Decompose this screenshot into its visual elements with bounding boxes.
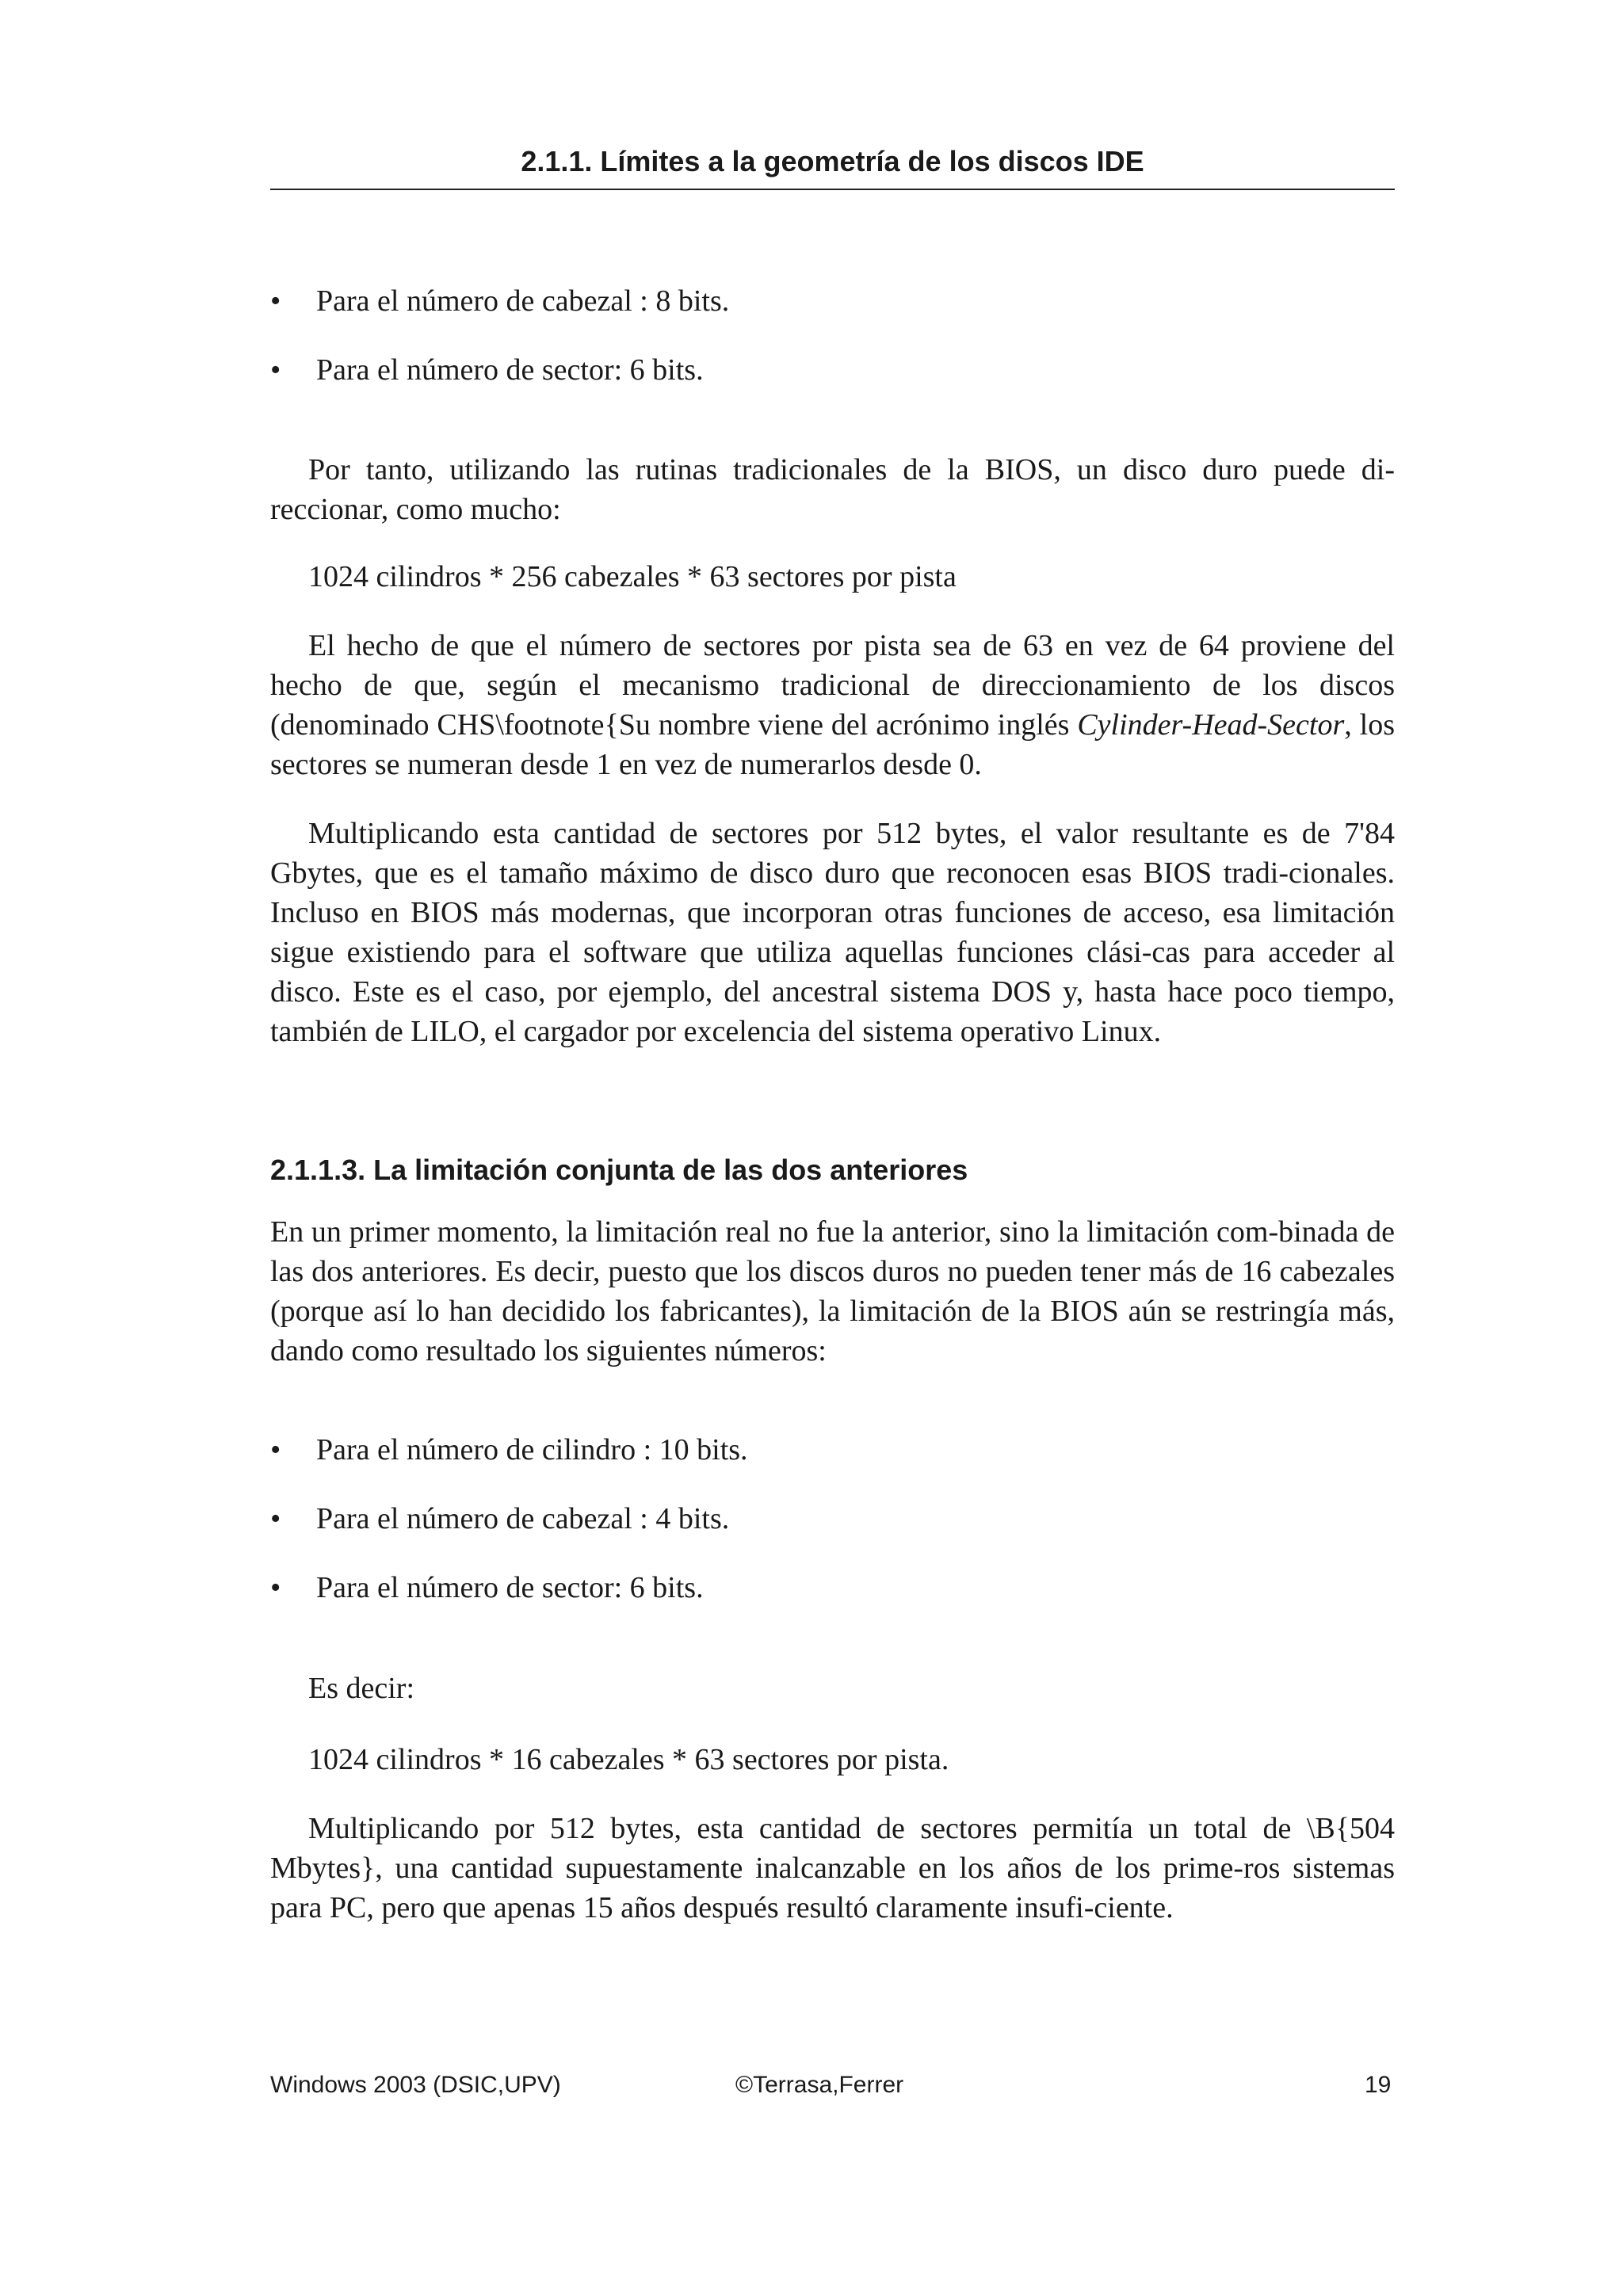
paragraph xyxy=(270,1809,1395,1928)
subsection-heading: 2.1.1.3. La limitación conjunta de las dos anteriores xyxy=(270,1154,968,1186)
paragraph-text: Multiplicando esta cantidad de sectores por 512 bytes, el valor resultante es de 7'84 Gbytes, que es el tamaño máximo de disco duro que reconocen esas BIOS tradi-cionales. Incluso en BIOS más modernas, que incorporan otras funciones de acceso, esa limitación sigue existiendo para el software que utiliza aquellas funciones clási-cas para acceder al disco. Este es el caso, por ejemplo, del ancestral sistema DOS y, hasta hace poco tiempo, también de LILO, el cargador por excelencia del sistema operativo Linux. xyxy=(270,817,1395,1048)
list-item-text: Para el número de sector: 6 bits. xyxy=(316,353,704,387)
page-number: 19 xyxy=(1365,2072,1392,2098)
paragraph-text: En un primer momento, la limitación real no fue la anterior, sino la limitación com-binada de las dos anteriores. Es decir, puesto que los discos duros no pueden tener más de 16 cabezales (porque así lo han decidido los fabricantes), la limitación de la BIOS aún se restringía más, dando como resultado los siguientes números: xyxy=(270,1215,1395,1367)
formula-line: 1024 cilindros * 256 cabezales * 63 sectores por pista xyxy=(308,560,957,593)
bullet-icon: • xyxy=(270,353,281,387)
paragraph xyxy=(270,814,1395,1051)
paragraph-text: Multiplicando por 512 bytes, esta cantidad de sectores permitía un total de \B{504 Mbytes}, una cantidad supuestamente inalcanzable en los años de los prime-ros sistemas para PC, pero que apenas 15 años después resultó claramente insufi-ciente. xyxy=(270,1812,1395,1924)
bullet-icon: • xyxy=(270,1433,281,1466)
paragraph-text: El hecho de que el número de sectores por pista sea de 63 en vez de 64 proviene del hecho de que, según el mecanismo tradicional de direccionamiento de los discos (denominado CHS\footnote{Su nombre viene del acrónimo inglés xyxy=(270,629,1395,742)
paragraph-text: , los sectores se numeran desde 1 en vez de numerarlos desde 0. xyxy=(270,708,1395,781)
italic-term: Cylinder-Head-Sector xyxy=(1077,708,1345,742)
footer-left: Windows 2003 (DSIC,UPV) xyxy=(270,2072,561,2098)
bullet-icon: • xyxy=(270,1571,281,1604)
list-item-text: Para el número de cabezal : 8 bits. xyxy=(316,284,730,318)
paragraph xyxy=(270,450,1395,529)
paragraph xyxy=(270,626,1395,784)
bullet-icon: • xyxy=(270,284,281,318)
formula-line: 1024 cilindros * 16 cabezales * 63 sectores por pista. xyxy=(308,1743,949,1776)
list-item-text: Para el número de sector: 6 bits. xyxy=(316,1571,704,1604)
list-item-text: Para el número de cabezal : 4 bits. xyxy=(316,1502,730,1535)
section-title: 2.1.1. Límites a la geometría de los discos IDE xyxy=(521,145,1144,177)
bullet-icon: • xyxy=(270,1502,281,1535)
running-header xyxy=(270,143,1395,190)
list-item-text: Para el número de cilindro : 10 bits. xyxy=(316,1433,748,1466)
paragraph xyxy=(270,1212,1395,1371)
paragraph-text: Por tanto, utilizando las rutinas tradicionales de la BIOS, un disco duro puede di-reccionar, como mucho: xyxy=(270,453,1395,526)
text-line: Es decir: xyxy=(308,1672,415,1705)
footer-center: ©Terrasa,Ferrer xyxy=(735,2072,904,2098)
